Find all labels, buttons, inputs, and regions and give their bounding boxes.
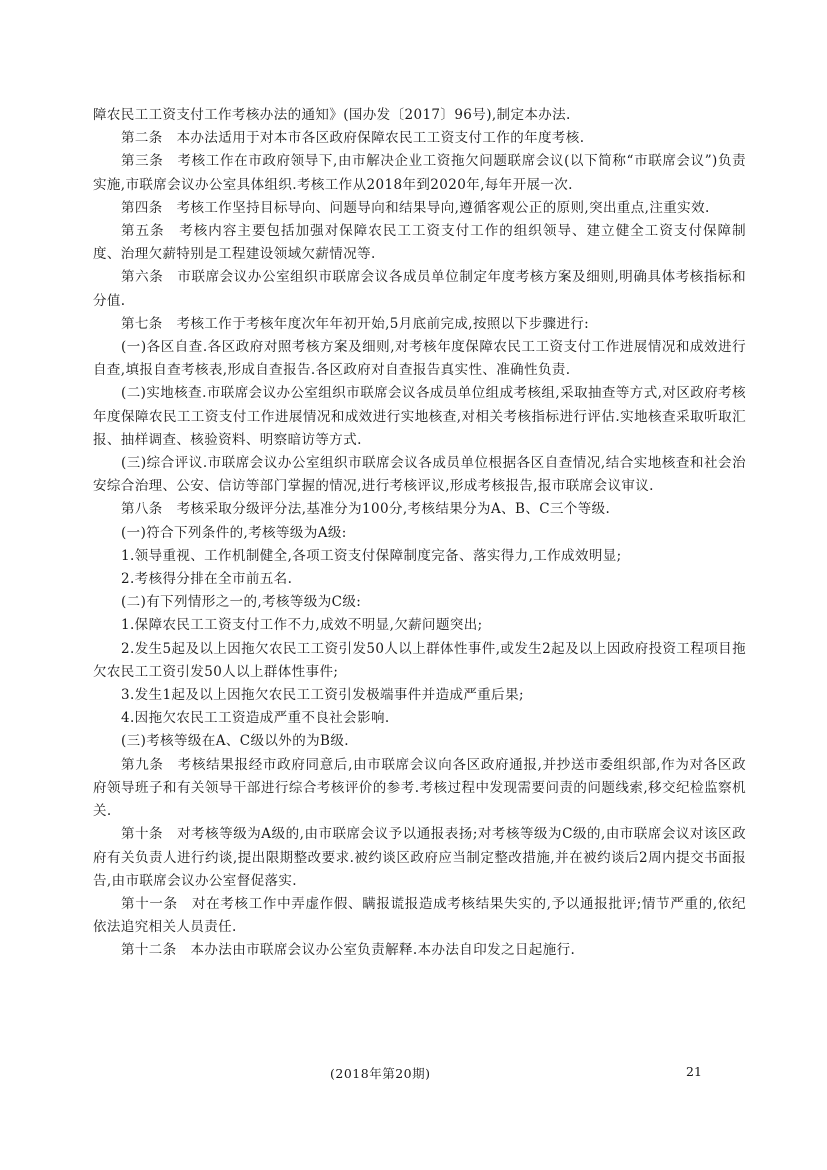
paragraph-grade-a-item-2: 2.考核得分排在全市前五名. [121,571,293,588]
page-footer [0,1064,827,1084]
paragraph-grade-c: (二)有下列情形之一的,考核等级为C级: [121,594,362,611]
paragraph-grade-a: (一)符合下列条件的,考核等级为A级: [121,524,347,541]
page-number: 21 [686,1064,702,1079]
paragraph-article-8: 第八条 考核采取分级评分法,基准分为100分,考核结果分为A、B、C三个等级. [121,501,611,518]
paragraph-article-7: 第七条 考核工作于考核年度次年年初开始,5月底前完成,按照以下步骤进行: [121,315,590,332]
paragraph-step-2: (二)实地核查.市联席会议办公室组织市联席会议各成员单位组成考核组,采取抽查等方式,对区政府考核年度保障农民工工资支付工作进展情况和成效进行实地核查,对相关考核指标进行评估.实地核查采取听取汇报、抽样调查、核验资料、明察暗访等方式. [93,385,746,448]
paragraph-continuation: 障农民工工资支付工作考核办法的通知》(国办发〔2017〕96号),制定本办法. [93,107,571,123]
paragraph-grade-c-item-2: 2.发生5起及以上因拖欠农民工工资引发50人以上群体性事件,或发生2起及以上因政府投资工程项目拖欠农民工工资引发50人以上群体性事件; [93,640,746,680]
paragraph-grade-c-item-3: 3.发生1起及以上因拖欠农民工工资引发极端事件并造成严重后果; [121,687,524,704]
paragraph-article-11: 第十一条 对在考核工作中弄虚作假、瞒报谎报造成考核结果失实的,予以通报批评;情节严重的,依纪依法追究相关人员责任. [93,895,746,936]
paragraph-article-9: 第九条 考核结果报经市政府同意后,由市联席会议向各区政府通报,并抄送市委组织部,作为对各区政府领导班子和有关领导干部进行综合考核评价的参考.考核过程中发现需要问责的问题线索,移交纪检监察机关. [93,756,746,820]
paragraph-article-5: 第五条 考核内容主要包括加强对保障农民工工资支付工作的组织领导、建立健全工资支付保障制度、治理欠薪特别是工程建设领域欠薪情况等. [93,223,746,263]
paragraph-step-1: (一)各区自查.各区政府对照考核方案及细则,对考核年度保障农民工工资支付工作进展情况和成效进行自查,填报自查考核表,形成自查报告.各区政府对自查报告真实性、准确性负责. [93,339,746,379]
paragraph-article-3: 第三条 考核工作在市政府领导下,由市解决企业工资拖欠问题联席会议(以下简称“市联席会议”)负责实施,市联席会议办公室具体组织.考核工作从2018年到2020年,每年开展一次. [93,153,746,193]
issue-label: (2018年第20期) [330,1066,431,1081]
paragraph-grade-a-item-1: 1.领导重视、工作机制健全,各项工资支付保障制度完备、落实得力,工作成效明显; [121,547,622,564]
paragraph-step-3: (三)综合评议.市联席会议办公室组织市联席会议各成员单位根据各区自查情况,结合实地核查和社会治安综合治理、公安、信访等部门掌握的情况,进行考核评议,形成考核报告,报市联席会议审议. [93,455,746,495]
paragraph-article-10: 第十条 对考核等级为A级的,由市联席会议予以通报表扬;对考核等级为C级的,由市联席会议对该区政府有关负责人进行约谈,提出限期整改要求.被约谈区政府应当制定整改措施,并在被约谈后2周内提交书面报告,由市联席会议办公室督促落实. [93,826,746,889]
paragraph-grade-c-item-4: 4.因拖欠农民工工资造成严重不良社会影响. [121,710,390,727]
paragraph-grade-c-item-1: 1.保障农民工工资支付工作不力,成效不明显,欠薪问题突出; [121,617,483,634]
paragraph-article-12: 第十二条 本办法由市联席会议办公室负责解释.本办法自印发之日起施行. [121,942,576,959]
paragraph-article-2: 第二条 本办法适用于对本市各区政府保障农民工工资支付工作的年度考核. [121,130,585,147]
paragraph-article-4: 第四条 考核工作坚持目标导向、问题导向和结果导向,遵循客观公正的原则,突出重点,注重实效. [121,199,710,216]
paragraph-article-6: 第六条 市联席会议办公室组织市联席会议各成员单位制定年度考核方案及细则,明确具体考核指标和分值. [93,269,746,309]
paragraph-grade-b: (三)考核等级在A、C级以外的为B级. [121,733,349,750]
document-body [93,104,746,963]
